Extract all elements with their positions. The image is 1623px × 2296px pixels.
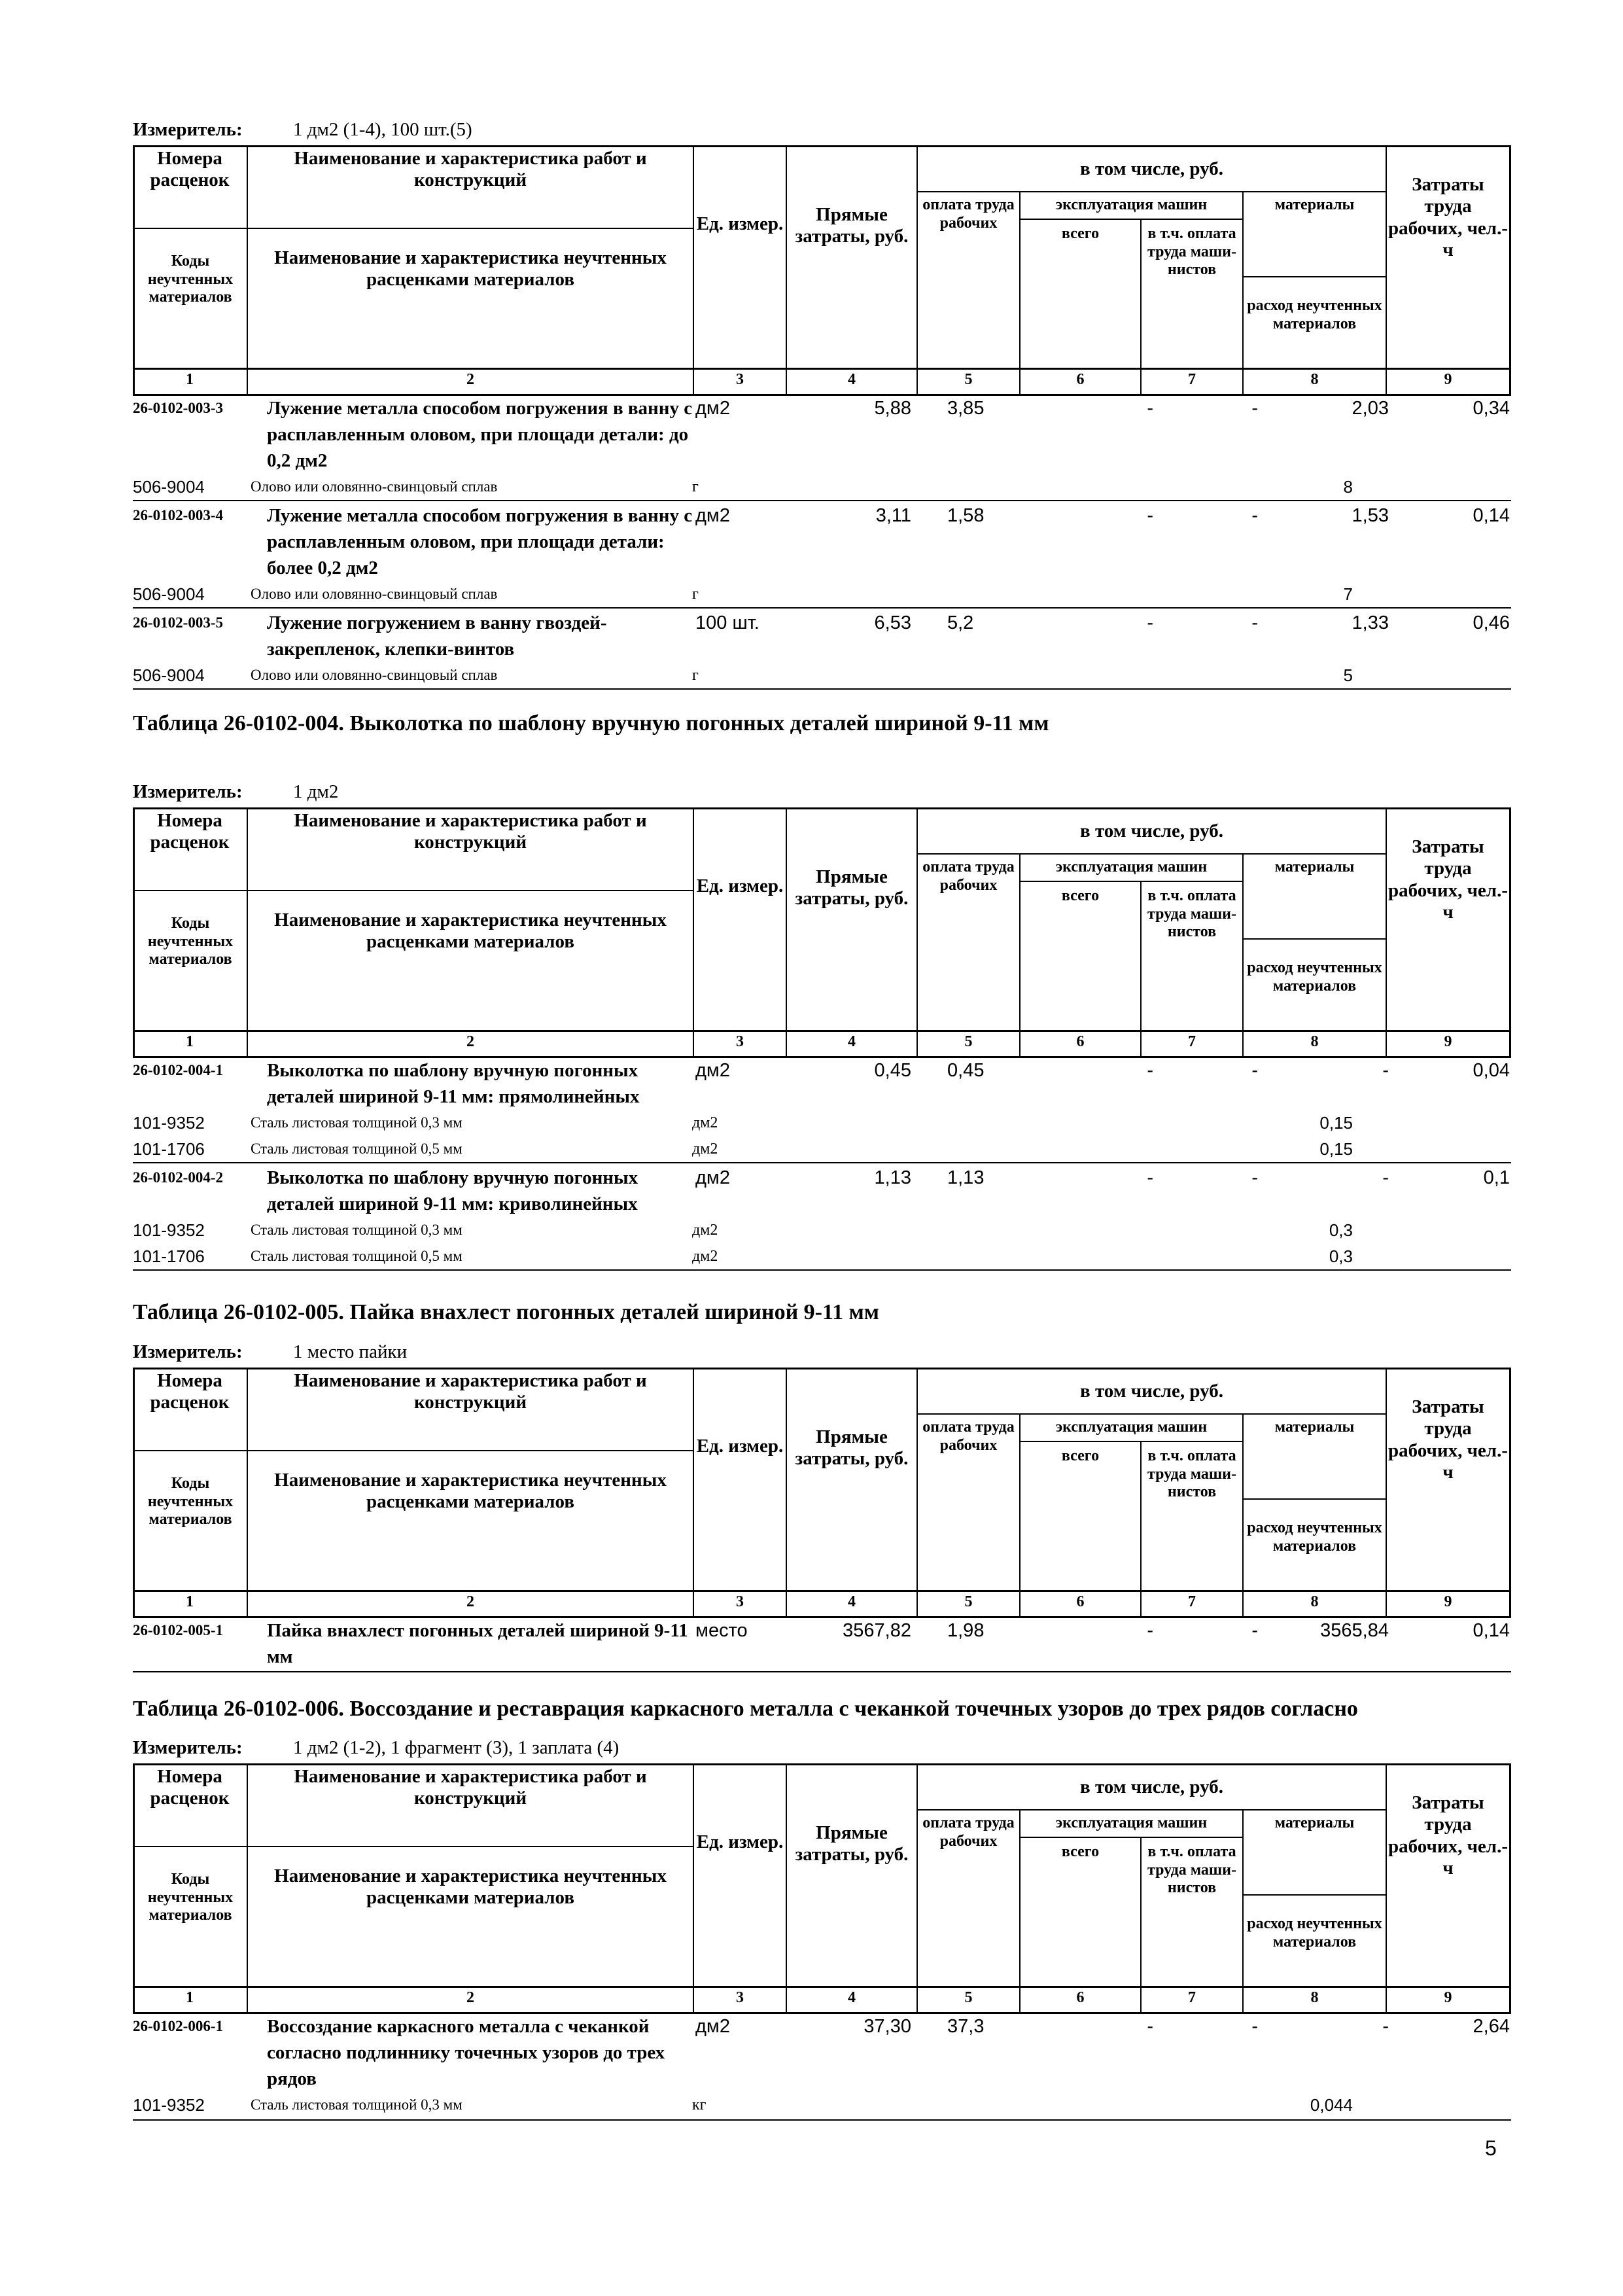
material-code: 101-9352 <box>133 2095 205 2115</box>
header-code: Коды неучтенных материалов <box>147 915 234 968</box>
header-pay: оплата труда рабочих <box>922 1419 1015 1454</box>
col-num-4: 4 <box>848 371 856 388</box>
header-matname: Наименование и характеристика неучтенных расценками материалов <box>274 1470 667 1513</box>
material-row <box>133 1110 1511 1136</box>
header-direct: Прямые затраты, руб. <box>795 1822 909 1865</box>
table-row <box>133 1057 1511 1110</box>
meter-line <box>133 119 472 145</box>
rate-name: Лужение погружением в ванну гвоздей-закрепленок, клепки-винтов <box>267 612 607 660</box>
material-unit: дм2 <box>692 1222 718 1239</box>
header-incl: в том числе, руб. <box>1080 821 1223 841</box>
header-incl-pay: в т.ч. оплата труда маши-нистов <box>1147 887 1236 941</box>
material-code: 101-1706 <box>133 1139 205 1159</box>
direct-cost: 3,11 <box>875 505 911 526</box>
header-incl: в том числе, руб. <box>1080 1381 1223 1402</box>
header-consumption: расход неучтенных материалов <box>1247 959 1382 995</box>
header-direct: Прямые затраты, руб. <box>795 204 909 247</box>
col-num-4: 4 <box>848 1593 856 1610</box>
header-pay: оплата труда рабочих <box>922 196 1015 232</box>
header-code: Коды неучтенных материалов <box>147 253 234 306</box>
rate-code: 26-0102-005-1 <box>133 1622 223 1638</box>
meter-label: Измеритель: <box>133 119 243 140</box>
labor-cost: 0,14 <box>1473 505 1510 526</box>
materials-cost: - <box>1382 1060 1389 1081</box>
material-code: 101-9352 <box>133 1113 205 1133</box>
rate-name: Лужение металла способом погружения в ванну с расплавленным оловом, при площади детали: до 0,2 дм2 <box>267 398 693 471</box>
table-title: Таблица 26-0102-004. Выколотка по шаблону вручную погонных деталей шириной 9-11 мм <box>133 711 1049 735</box>
machinist-pay: - <box>1251 612 1258 633</box>
material-qty: 0,044 <box>1310 2095 1353 2115</box>
material-name: Олово или оловянно-свинцовый сплав <box>251 586 498 602</box>
col-num-4: 4 <box>848 1989 856 2006</box>
header-materials: материалы <box>1274 196 1355 213</box>
material-name: Олово или оловянно-свинцовый сплав <box>251 667 498 683</box>
header-materials: материалы <box>1274 1419 1355 1436</box>
material-name: Олово или оловянно-свинцовый сплав <box>251 478 498 495</box>
meter-line <box>133 1737 620 1763</box>
header-pay: оплата труда рабочих <box>922 1814 1015 1850</box>
materials-cost: - <box>1382 2016 1389 2037</box>
meter-line <box>133 781 339 807</box>
header-consumption: расход неучтенных материалов <box>1247 297 1382 332</box>
header-name: Наименование и характеристика работ и конструкций <box>294 148 647 191</box>
col-num-7: 7 <box>1188 371 1196 388</box>
material-unit: кг <box>692 2096 707 2113</box>
worker-pay: 3,85 <box>947 398 985 419</box>
col-num-3: 3 <box>736 1033 744 1050</box>
material-name: Сталь листовая толщиной 0,5 мм <box>251 1140 462 1157</box>
rate-name: Пайка внахлест погонных деталей шириной 9-11 мм <box>267 1620 688 1667</box>
col-num-4: 4 <box>848 1033 856 1050</box>
direct-cost: 3567,82 <box>843 1620 911 1641</box>
material-row <box>133 581 1511 607</box>
col-num-7: 7 <box>1188 1593 1196 1610</box>
material-name: Сталь листовая толщиной 0,3 мм <box>251 1222 462 1238</box>
header-unit: Ед. измер. <box>696 1436 784 1457</box>
col-num-6: 6 <box>1076 1033 1085 1050</box>
meter-value: 1 дм2 (1-2), 1 фрагмент (3), 1 заплата (4) <box>293 1737 620 1758</box>
rate-unit: 100 шт. <box>695 612 759 633</box>
table-row <box>133 395 1511 474</box>
labor-cost: 2,64 <box>1473 2016 1510 2037</box>
header-unit: Ед. измер. <box>696 1831 784 1852</box>
meter-label: Измеритель: <box>133 1737 243 1758</box>
col-num-5: 5 <box>964 1989 973 2006</box>
header-machines: эксплуатация машин <box>1055 196 1208 213</box>
header-matname: Наименование и характеристика неучтенных расценками материалов <box>274 247 667 291</box>
table-row <box>133 2013 1511 2092</box>
machines-total: - <box>1147 505 1153 526</box>
material-unit: г <box>692 586 699 603</box>
material-qty: 0,3 <box>1329 1246 1353 1266</box>
rate-name: Выколотка по шаблону вручную погонных деталей шириной 9-11 мм: криволинейных <box>267 1167 638 1214</box>
direct-cost: 1,13 <box>874 1167 911 1188</box>
header-incl-pay: в т.ч. оплата труда маши-нистов <box>1147 1447 1236 1501</box>
table-title: Таблица 26-0102-005. Пайка внахлест погонных деталей шириной 9-11 мм <box>133 1300 879 1324</box>
table-row <box>133 1165 1511 1217</box>
material-row <box>133 474 1511 500</box>
machinist-pay: - <box>1251 398 1258 419</box>
worker-pay: 0,45 <box>947 1060 985 1081</box>
header-labor: Затраты труда рабочих, чел.-ч <box>1388 1396 1508 1483</box>
header-consumption: расход неучтенных материалов <box>1247 1519 1382 1555</box>
header-num: Номера расценок <box>150 1370 230 1413</box>
col-num-5: 5 <box>964 1593 973 1610</box>
rate-unit: дм2 <box>695 505 730 526</box>
header-num: Номера расценок <box>150 148 230 191</box>
machines-total: - <box>1147 398 1153 419</box>
material-name: Сталь листовая толщиной 0,5 мм <box>251 1248 462 1264</box>
table-title: Таблица 26-0102-006. Воссоздание и реставрация каркасного металла с чеканкой точечных узоров до трех рядов согласно <box>133 1697 1358 1721</box>
machinist-pay: - <box>1251 1167 1258 1188</box>
worker-pay: 37,3 <box>947 2016 985 2037</box>
material-unit: дм2 <box>692 1140 718 1157</box>
labor-cost: 0,46 <box>1473 612 1510 633</box>
col-num-6: 6 <box>1076 371 1085 388</box>
header-name: Наименование и характеристика работ и конструкций <box>294 810 647 853</box>
direct-cost: 37,30 <box>864 2016 911 2037</box>
direct-cost: 5,88 <box>874 398 911 419</box>
header-materials: материалы <box>1274 1814 1355 1831</box>
col-num-1: 1 <box>186 1593 194 1610</box>
col-num-5: 5 <box>964 1033 973 1050</box>
material-code: 101-9352 <box>133 1220 205 1240</box>
materials-cost: 1,53 <box>1352 505 1389 526</box>
material-code: 506-9004 <box>133 584 205 604</box>
rate-unit: дм2 <box>695 1167 730 1188</box>
col-num-3: 3 <box>736 1593 744 1610</box>
material-code: 101-1706 <box>133 1246 205 1266</box>
rate-unit: место <box>695 1620 748 1641</box>
header-code: Коды неучтенных материалов <box>147 1475 234 1528</box>
header-direct: Прямые затраты, руб. <box>795 866 909 910</box>
labor-cost: 0,1 <box>1483 1167 1510 1188</box>
direct-cost: 6,53 <box>874 612 911 633</box>
direct-cost: 0,45 <box>874 1060 911 1081</box>
material-qty: 8 <box>1343 477 1353 497</box>
header-name: Наименование и характеристика работ и конструкций <box>294 1766 647 1809</box>
material-name: Сталь листовая толщиной 0,3 мм <box>251 2096 462 2113</box>
header-direct: Прямые затраты, руб. <box>795 1426 909 1470</box>
header-total: всего <box>1061 887 1100 904</box>
header-unit: Ед. измер. <box>696 875 784 896</box>
col-num-1: 1 <box>186 1033 194 1050</box>
rate-code: 26-0102-004-2 <box>133 1169 223 1186</box>
machinist-pay: - <box>1251 2016 1258 2037</box>
rate-name: Воссоздание каркасного металла с чеканкой согласно подлиннику точечных узоров до трех рядов <box>267 2016 665 2089</box>
header-labor: Затраты труда рабочих, чел.-ч <box>1388 836 1508 923</box>
table-row <box>133 1617 1511 1670</box>
rate-code: 26-0102-004-1 <box>133 1062 223 1078</box>
worker-pay: 5,2 <box>947 612 974 633</box>
meter-value: 1 дм2 <box>293 781 339 802</box>
header-incl: в том числе, руб. <box>1080 158 1223 179</box>
header-unit: Ед. измер. <box>696 213 784 234</box>
labor-cost: 0,14 <box>1473 1620 1510 1641</box>
header-num: Номера расценок <box>150 810 230 853</box>
header-machines: эксплуатация машин <box>1055 1419 1208 1436</box>
worker-pay: 1,58 <box>947 505 985 526</box>
material-row <box>133 662 1511 688</box>
rate-code: 26-0102-003-5 <box>133 614 223 631</box>
rate-name: Выколотка по шаблону вручную погонных деталей шириной 9-11 мм: прямолинейных <box>267 1060 640 1107</box>
meter-value: 1 место пайки <box>293 1341 408 1362</box>
material-row <box>133 1217 1511 1243</box>
header-incl-pay: в т.ч. оплата труда маши-нистов <box>1147 225 1236 279</box>
rate-code: 26-0102-003-3 <box>133 400 223 416</box>
material-unit: г <box>692 478 699 495</box>
col-num-8: 8 <box>1310 1989 1319 2006</box>
worker-pay: 1,98 <box>947 1620 985 1641</box>
material-unit: дм2 <box>692 1114 718 1131</box>
material-code: 506-9004 <box>133 477 205 497</box>
labor-cost: 0,04 <box>1473 1060 1510 1081</box>
col-num-9: 9 <box>1444 1593 1452 1610</box>
machinist-pay: - <box>1251 1620 1258 1641</box>
machinist-pay: - <box>1251 505 1258 526</box>
col-num-3: 3 <box>736 1989 744 2006</box>
meter-label: Измеритель: <box>133 1341 243 1362</box>
col-num-7: 7 <box>1188 1989 1196 2006</box>
machines-total: - <box>1147 1620 1153 1641</box>
col-num-2: 2 <box>466 1989 474 2006</box>
col-num-2: 2 <box>466 1593 474 1610</box>
meter-label: Измеритель: <box>133 781 243 802</box>
header-num: Номера расценок <box>150 1766 230 1809</box>
material-qty: 0,15 <box>1319 1113 1353 1133</box>
header-machines: эксплуатация машин <box>1055 858 1208 875</box>
header-matname: Наименование и характеристика неучтенных расценками материалов <box>274 910 667 953</box>
col-num-9: 9 <box>1444 1033 1452 1050</box>
header-incl-pay: в т.ч. оплата труда маши-нистов <box>1147 1843 1236 1897</box>
machines-total: - <box>1147 1167 1153 1188</box>
materials-cost: 2,03 <box>1352 398 1389 419</box>
header-incl: в том числе, руб. <box>1080 1776 1223 1797</box>
col-num-9: 9 <box>1444 371 1452 388</box>
col-num-2: 2 <box>466 371 474 388</box>
col-num-3: 3 <box>736 371 744 388</box>
table-header <box>133 1763 1511 2013</box>
table-header <box>133 807 1511 1057</box>
meter-line <box>133 1341 408 1368</box>
machines-total: - <box>1147 2016 1153 2037</box>
rate-name: Лужение металла способом погружения в ванну с расплавленным оловом, при площади детали: более 0,2 дм2 <box>267 505 693 578</box>
table-row <box>133 503 1511 581</box>
header-total: всего <box>1061 1843 1100 1860</box>
header-consumption: расход неучтенных материалов <box>1247 1915 1382 1951</box>
col-num-6: 6 <box>1076 1593 1085 1610</box>
header-total: всего <box>1061 1447 1100 1464</box>
material-row <box>133 1136 1511 1162</box>
table-header <box>133 145 1511 395</box>
rate-code: 26-0102-006-1 <box>133 2018 223 2034</box>
rate-unit: дм2 <box>695 2016 730 2037</box>
col-num-2: 2 <box>466 1033 474 1050</box>
rate-code: 26-0102-003-4 <box>133 507 223 523</box>
material-name: Сталь листовая толщиной 0,3 мм <box>251 1114 462 1131</box>
material-qty: 7 <box>1343 584 1353 604</box>
materials-cost: 3565,84 <box>1320 1620 1389 1641</box>
table-header <box>133 1368 1511 1617</box>
header-machines: эксплуатация машин <box>1055 1814 1208 1831</box>
material-qty: 0,15 <box>1319 1139 1353 1159</box>
header-labor: Затраты труда рабочих, чел.-ч <box>1388 1792 1508 1879</box>
col-num-8: 8 <box>1310 371 1319 388</box>
table-row <box>133 610 1511 662</box>
material-qty: 5 <box>1343 665 1353 685</box>
materials-cost: 1,33 <box>1352 612 1389 633</box>
col-num-6: 6 <box>1076 1989 1085 2006</box>
col-num-8: 8 <box>1310 1033 1319 1050</box>
col-num-1: 1 <box>186 371 194 388</box>
worker-pay: 1,13 <box>947 1167 985 1188</box>
machinist-pay: - <box>1251 1060 1258 1081</box>
header-total: всего <box>1061 225 1100 242</box>
rate-unit: дм2 <box>695 398 730 419</box>
header-name: Наименование и характеристика работ и конструкций <box>294 1370 647 1413</box>
col-num-5: 5 <box>964 371 973 388</box>
material-code: 506-9004 <box>133 665 205 685</box>
material-qty: 0,3 <box>1329 1220 1353 1240</box>
machines-total: - <box>1147 612 1153 633</box>
rate-unit: дм2 <box>695 1060 730 1081</box>
col-num-1: 1 <box>186 1989 194 2006</box>
meter-value: 1 дм2 (1-4), 100 шт.(5) <box>293 119 472 140</box>
header-materials: материалы <box>1274 858 1355 875</box>
material-unit: г <box>692 667 699 684</box>
header-code: Коды неучтенных материалов <box>147 1871 234 1924</box>
page-number: 5 <box>1485 2136 1497 2160</box>
labor-cost: 0,34 <box>1473 398 1510 419</box>
machines-total: - <box>1147 1060 1153 1081</box>
material-row <box>133 2092 1511 2118</box>
material-unit: дм2 <box>692 1248 718 1265</box>
header-labor: Затраты труда рабочих, чел.-ч <box>1388 174 1508 261</box>
col-num-9: 9 <box>1444 1989 1452 2006</box>
materials-cost: - <box>1382 1167 1389 1188</box>
col-num-7: 7 <box>1188 1033 1196 1050</box>
header-pay: оплата труда рабочих <box>922 858 1015 894</box>
material-row <box>133 1243 1511 1269</box>
col-num-8: 8 <box>1310 1593 1319 1610</box>
header-matname: Наименование и характеристика неучтенных расценками материалов <box>274 1865 667 1909</box>
